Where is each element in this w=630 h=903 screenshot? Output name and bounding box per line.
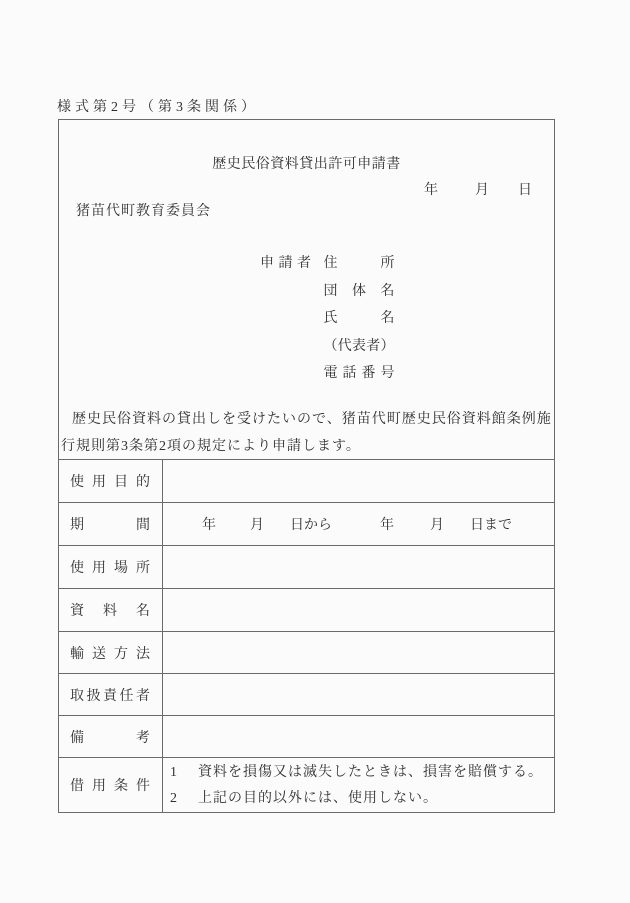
period-to-day-label: 日まで bbox=[470, 518, 512, 533]
body-line-1: 歴史民俗資料の貸出しを受けたいので、猪苗代町歴史民俗資料館条例施 bbox=[72, 412, 552, 427]
form-title: 歴史民俗資料貸出許可申請書 bbox=[212, 157, 401, 172]
material-name-input-area bbox=[163, 589, 554, 631]
borrowing-conditions-label-cell bbox=[59, 758, 163, 812]
condition-number: 2 bbox=[170, 791, 177, 806]
usage-place-input-area bbox=[163, 546, 554, 588]
date-month-label: 月 bbox=[475, 183, 489, 198]
usage-purpose-input-area bbox=[163, 460, 554, 502]
row-label: 借用条件 bbox=[70, 779, 150, 794]
period-from-year-label: 年 bbox=[202, 518, 216, 533]
row-label: 使用場所 bbox=[70, 561, 150, 576]
application-form-box bbox=[58, 119, 555, 813]
usage-place-label-cell bbox=[59, 546, 163, 588]
period-input-area bbox=[163, 503, 554, 545]
row-label: 期間 bbox=[70, 518, 150, 533]
period-from-day-label: 日から bbox=[290, 518, 332, 533]
remarks-label-cell bbox=[59, 716, 163, 757]
row-label: 資料名 bbox=[70, 604, 150, 619]
applicant-block bbox=[260, 250, 395, 388]
table-row-borrowing-conditions bbox=[59, 757, 554, 812]
body-paragraph bbox=[61, 406, 552, 460]
date-year-label: 年 bbox=[424, 183, 438, 198]
table-row-usage-place bbox=[59, 545, 554, 588]
applicant-field-organization: 団体名 bbox=[323, 283, 395, 299]
period-to-year-label: 年 bbox=[380, 518, 394, 533]
table-row-period bbox=[59, 502, 554, 545]
remarks-input-area bbox=[163, 716, 554, 757]
borrowing-conditions-content bbox=[163, 758, 554, 812]
table-row-usage-purpose bbox=[59, 459, 554, 502]
period-from-month-label: 月 bbox=[250, 518, 264, 533]
period-label-cell bbox=[59, 503, 163, 545]
date-day-label: 日 bbox=[518, 183, 532, 198]
applicant-field-address: 住所 bbox=[323, 256, 395, 271]
condition-text: 資料を損傷又は滅失したときは、損害を賠償する。 bbox=[198, 765, 543, 780]
material-name-label-cell bbox=[59, 589, 163, 631]
handling-manager-label-cell bbox=[59, 674, 163, 715]
usage-purpose-label-cell bbox=[59, 460, 163, 502]
condition-text: 上記の目的以外には、使用しない。 bbox=[198, 791, 438, 806]
row-label: 備考 bbox=[70, 730, 150, 746]
row-label: 使用目的 bbox=[70, 475, 150, 490]
applicant-field-representative: （代表者） bbox=[323, 338, 395, 354]
condition-item-2 bbox=[170, 786, 550, 812]
table-row-material-name bbox=[59, 588, 554, 631]
transport-method-label-cell bbox=[59, 632, 163, 673]
table-row-remarks bbox=[59, 715, 554, 757]
row-label: 取扱責任者 bbox=[70, 688, 150, 704]
condition-item-1 bbox=[170, 760, 550, 786]
addressee: 猪苗代町教育委員会 bbox=[76, 204, 211, 219]
applicant-field-phone: 電話番号 bbox=[323, 366, 395, 381]
applicant-fields bbox=[324, 250, 395, 388]
table-row-transport-method bbox=[59, 631, 554, 673]
row-label: 輸送方法 bbox=[70, 646, 150, 662]
transport-method-input-area bbox=[163, 632, 554, 673]
applicant-prefix: 申請者 bbox=[260, 256, 316, 271]
applicant-field-name: 氏名 bbox=[323, 311, 395, 326]
form-number-label: 様式第2号（第3条関係） bbox=[57, 100, 259, 115]
table-row-handling-manager bbox=[59, 673, 554, 715]
period-to-month-label: 月 bbox=[430, 518, 444, 533]
date-line bbox=[424, 179, 532, 199]
condition-number: 1 bbox=[170, 765, 177, 780]
body-line-2: 行規則第3条第2項の規定により申請します。 bbox=[61, 439, 361, 454]
handling-manager-input-area bbox=[163, 674, 554, 715]
form-table bbox=[59, 459, 554, 812]
